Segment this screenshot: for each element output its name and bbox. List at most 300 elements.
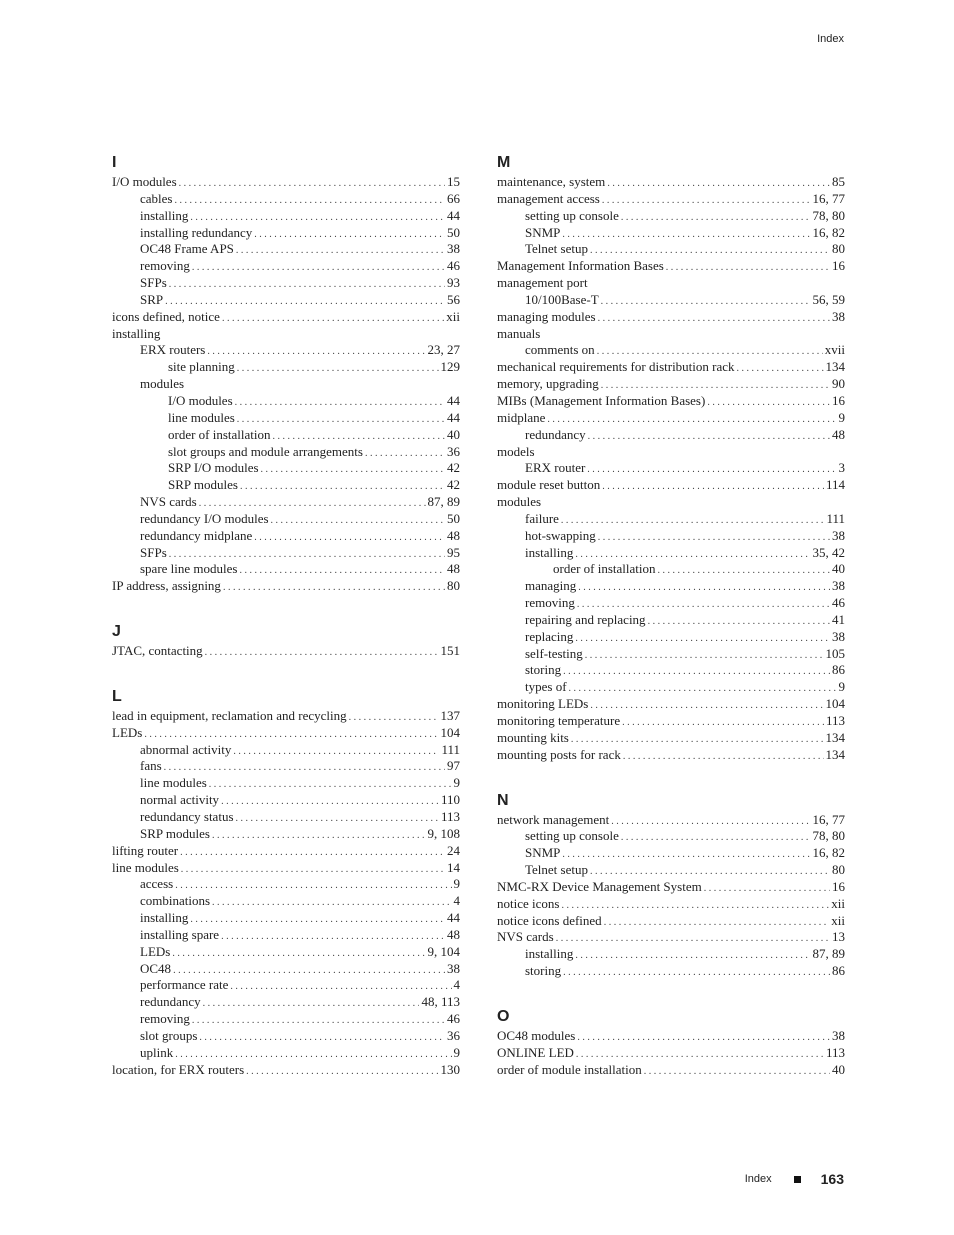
index-entry bbox=[497, 410, 845, 427]
index-entry bbox=[497, 241, 845, 258]
dot-leader bbox=[239, 563, 445, 580]
index-entry bbox=[497, 662, 845, 679]
entry-term: installing redundancy bbox=[140, 224, 253, 240]
dot-leader bbox=[562, 227, 810, 244]
entry-term: managing modules bbox=[497, 308, 596, 324]
entry-term: mounting posts for rack bbox=[497, 746, 621, 762]
entry-term: SNMP bbox=[525, 845, 561, 861]
entry-pages: 40 bbox=[447, 426, 460, 442]
index-entry bbox=[112, 174, 460, 191]
dot-leader bbox=[569, 681, 837, 698]
entry-pages: 38 bbox=[832, 1027, 845, 1043]
dot-leader bbox=[588, 429, 830, 446]
dot-leader bbox=[199, 1030, 445, 1047]
index-entry bbox=[112, 225, 460, 242]
dot-leader bbox=[621, 830, 811, 847]
entry-pages: 38 bbox=[832, 628, 845, 644]
dot-leader bbox=[207, 344, 425, 361]
index-entry bbox=[497, 258, 845, 275]
entry-term: site planning bbox=[168, 359, 235, 375]
entry-term: setting up console bbox=[525, 828, 619, 844]
index-entry bbox=[497, 376, 845, 393]
entry-pages: 104 bbox=[825, 696, 845, 712]
index-entry bbox=[112, 326, 460, 343]
entry-pages: 78, 80 bbox=[812, 828, 845, 844]
entry-pages: 36 bbox=[447, 443, 460, 459]
entry-pages: 15 bbox=[447, 174, 460, 189]
entry-term: location, for ERX routers bbox=[112, 1061, 245, 1077]
index-entry bbox=[112, 208, 460, 225]
entry-term: comments on bbox=[525, 342, 595, 358]
entry-pages: 16 bbox=[832, 392, 845, 408]
entry-pages: 93 bbox=[447, 275, 460, 291]
entry-pages: 134 bbox=[825, 729, 845, 745]
index-section bbox=[497, 152, 845, 764]
dot-leader bbox=[621, 210, 811, 227]
index-entry bbox=[497, 612, 845, 629]
entry-pages: 4 bbox=[453, 977, 460, 993]
entry-term: ERX router bbox=[525, 460, 586, 476]
index-entry bbox=[497, 511, 845, 528]
entry-term: Management Information Bases bbox=[497, 258, 664, 274]
section-spacer bbox=[497, 764, 845, 786]
dot-leader bbox=[209, 777, 452, 794]
dot-leader bbox=[233, 744, 439, 761]
dot-leader bbox=[563, 664, 830, 681]
dot-leader bbox=[190, 912, 445, 929]
entry-term: redundancy status bbox=[140, 809, 234, 824]
entry-pages: 80 bbox=[447, 578, 460, 594]
entry-term: types of bbox=[525, 679, 567, 695]
index-entry bbox=[112, 809, 460, 826]
entry-pages: 137 bbox=[440, 707, 460, 723]
index-entry bbox=[112, 826, 460, 843]
index-entry bbox=[497, 595, 845, 612]
entry-term: hot-swapping bbox=[525, 527, 596, 543]
entry-term: SRP modules bbox=[168, 477, 238, 493]
dot-leader bbox=[585, 648, 824, 665]
index-entry bbox=[112, 561, 460, 578]
dot-leader bbox=[212, 895, 451, 912]
entry-term: midplane bbox=[497, 409, 546, 425]
entry-pages: 80 bbox=[832, 241, 845, 257]
entry-pages: 16, 82 bbox=[812, 224, 845, 240]
dot-leader bbox=[203, 996, 420, 1013]
dot-leader bbox=[602, 479, 824, 496]
entry-term: memory, upgrading bbox=[497, 376, 599, 392]
entry-pages: 38 bbox=[832, 578, 845, 594]
dot-leader bbox=[658, 563, 830, 580]
index-entry bbox=[112, 258, 460, 275]
dot-leader bbox=[175, 878, 451, 895]
running-header: Index bbox=[817, 33, 844, 45]
entry-term: Telnet setup bbox=[525, 241, 588, 257]
dot-leader bbox=[556, 931, 830, 948]
entry-term: redundancy midplane bbox=[140, 527, 253, 543]
entry-term: OC48 Frame APS bbox=[140, 241, 234, 257]
entry-pages: 9, 104 bbox=[427, 943, 460, 959]
index-section bbox=[112, 152, 460, 595]
entry-pages: 86 bbox=[832, 662, 845, 678]
entry-pages: 78, 80 bbox=[812, 207, 845, 223]
entry-pages: 38 bbox=[832, 527, 845, 543]
index-entry bbox=[112, 792, 460, 809]
page-number: 163 bbox=[820, 1171, 844, 1187]
index-entry bbox=[497, 208, 845, 225]
entry-term: slot groups and module arrangements bbox=[168, 443, 363, 459]
entry-pages: 111 bbox=[826, 510, 845, 526]
entry-term: removing bbox=[140, 258, 190, 274]
entry-pages: 44 bbox=[447, 207, 460, 223]
entry-pages: 42 bbox=[447, 460, 460, 476]
entry-term: SFPs bbox=[140, 275, 167, 291]
dot-leader bbox=[240, 479, 445, 496]
index-entry bbox=[112, 528, 460, 545]
dot-leader bbox=[598, 311, 830, 328]
index-entry bbox=[497, 929, 845, 946]
section-letter: J bbox=[112, 623, 121, 641]
entry-pages: 80 bbox=[832, 862, 845, 878]
entry-term: IP address, assigning bbox=[112, 578, 221, 594]
entry-term: removing bbox=[140, 1011, 190, 1027]
entry-term: NVS cards bbox=[497, 929, 554, 945]
entry-pages: 35, 42 bbox=[812, 544, 845, 560]
section-spacer bbox=[112, 660, 460, 682]
dot-leader bbox=[666, 260, 830, 277]
section-letter: O bbox=[497, 1007, 510, 1025]
index-entry bbox=[497, 713, 845, 730]
entry-term: LEDs bbox=[140, 943, 171, 959]
entry-term: LEDs bbox=[112, 724, 143, 740]
index-entry bbox=[497, 460, 845, 477]
dot-leader bbox=[221, 794, 439, 811]
dot-leader bbox=[562, 847, 810, 864]
entry-term: line modules bbox=[112, 859, 179, 875]
index-entry bbox=[112, 460, 460, 477]
index-entry bbox=[497, 747, 845, 764]
index-entry bbox=[112, 1045, 460, 1062]
entry-term: failure bbox=[525, 510, 559, 526]
entry-term: lifting router bbox=[112, 842, 179, 858]
entry-pages: 13 bbox=[832, 929, 845, 945]
dot-leader bbox=[563, 965, 830, 982]
entry-term: installing bbox=[140, 207, 189, 223]
index-entry bbox=[112, 376, 460, 393]
dot-leader bbox=[575, 631, 830, 648]
index-entry bbox=[497, 342, 845, 359]
index-entry bbox=[497, 528, 845, 545]
dot-leader bbox=[223, 580, 445, 597]
entry-pages: 3 bbox=[838, 460, 845, 476]
entry-term: I/O modules bbox=[112, 174, 177, 189]
entry-pages: 24 bbox=[447, 842, 460, 858]
entry-pages: 16, 82 bbox=[812, 845, 845, 861]
entry-pages: 85 bbox=[832, 174, 845, 189]
entry-pages: 56 bbox=[447, 291, 460, 307]
index-entry bbox=[497, 913, 845, 930]
dot-leader bbox=[704, 881, 830, 898]
entry-pages: 114 bbox=[825, 477, 845, 493]
index-entry bbox=[497, 477, 845, 494]
entry-pages: 134 bbox=[825, 746, 845, 762]
entry-pages: 130 bbox=[440, 1061, 460, 1077]
entry-term: ERX routers bbox=[140, 342, 206, 358]
entry-pages: 66 bbox=[447, 190, 460, 206]
dot-leader bbox=[365, 446, 445, 463]
index-column-left bbox=[112, 148, 460, 1079]
index-entry bbox=[112, 843, 460, 860]
entry-pages: xii bbox=[831, 912, 845, 928]
entry-pages: 129 bbox=[440, 359, 460, 375]
index-entry bbox=[497, 326, 845, 343]
entry-pages: 56, 59 bbox=[812, 291, 845, 307]
index-entry bbox=[112, 758, 460, 775]
dot-leader bbox=[174, 193, 445, 210]
entry-pages: 48 bbox=[447, 561, 460, 577]
index-entry bbox=[112, 578, 460, 595]
entry-term: order of installation bbox=[553, 561, 656, 577]
entry-term: NVS cards bbox=[140, 494, 197, 510]
entry-pages: 42 bbox=[447, 477, 460, 493]
index-entry bbox=[497, 578, 845, 595]
entry-term: installing spare bbox=[140, 926, 220, 942]
entry-term: normal activity bbox=[140, 792, 220, 808]
index-entry bbox=[497, 828, 845, 845]
dot-leader bbox=[254, 530, 445, 547]
index-entry bbox=[497, 494, 845, 511]
index-entry bbox=[112, 275, 460, 292]
dot-leader bbox=[172, 946, 425, 963]
dot-leader bbox=[237, 361, 439, 378]
entry-pages: 9 bbox=[838, 679, 845, 695]
dot-leader bbox=[221, 929, 445, 946]
entry-pages: 113 bbox=[440, 809, 460, 824]
index-entry bbox=[112, 977, 460, 994]
section-letter: L bbox=[112, 687, 122, 705]
index-entry bbox=[497, 946, 845, 963]
entry-pages: 16, 77 bbox=[812, 811, 845, 827]
index-entry bbox=[497, 309, 845, 326]
entry-pages: 113 bbox=[825, 713, 845, 728]
index-entry bbox=[112, 927, 460, 944]
index-entry bbox=[497, 359, 845, 376]
entry-pages: 151 bbox=[440, 643, 460, 659]
dot-leader bbox=[590, 698, 823, 715]
entry-term: installing bbox=[112, 325, 161, 341]
entry-term: 10/100Base-T bbox=[525, 291, 599, 307]
entry-pages: 50 bbox=[447, 510, 460, 526]
entry-term: installing bbox=[525, 946, 574, 962]
entry-pages: 86 bbox=[832, 963, 845, 979]
dot-leader bbox=[236, 811, 439, 828]
entry-pages: 104 bbox=[440, 724, 460, 740]
entry-term: storing bbox=[525, 662, 562, 678]
dot-leader bbox=[180, 845, 445, 862]
entry-term: management access bbox=[497, 190, 600, 206]
entry-term: monitoring temperature bbox=[497, 713, 621, 728]
entry-pages: 16, 77 bbox=[812, 190, 845, 206]
index-entry bbox=[112, 961, 460, 978]
dot-leader bbox=[235, 395, 445, 412]
entry-pages: 4 bbox=[453, 893, 460, 909]
entry-pages: 46 bbox=[447, 258, 460, 274]
index-entry bbox=[112, 944, 460, 961]
dot-leader bbox=[261, 462, 445, 479]
index-entry bbox=[497, 963, 845, 980]
entry-term: Telnet setup bbox=[525, 862, 588, 878]
dot-leader bbox=[611, 814, 810, 831]
entry-term: installing bbox=[140, 910, 189, 926]
dot-leader bbox=[577, 1030, 830, 1047]
index-entry bbox=[112, 342, 460, 359]
section-letter: I bbox=[112, 154, 117, 171]
index-entry bbox=[112, 292, 460, 309]
index-entry bbox=[497, 225, 845, 242]
entry-term: OC48 modules bbox=[497, 1027, 576, 1043]
index-entry bbox=[497, 879, 845, 896]
index-entry bbox=[497, 561, 845, 578]
entry-pages: 9 bbox=[453, 775, 460, 791]
entry-term: order of installation bbox=[168, 426, 271, 442]
entry-term: installing bbox=[525, 544, 574, 560]
entry-term: redundancy I/O modules bbox=[140, 510, 269, 526]
entry-term: cables bbox=[140, 190, 173, 206]
entry-pages: 134 bbox=[825, 359, 845, 375]
entry-term: spare line modules bbox=[140, 561, 238, 577]
index-entry bbox=[497, 1062, 845, 1079]
entry-term: models bbox=[497, 443, 535, 459]
entry-pages: 87, 89 bbox=[812, 946, 845, 962]
index-section bbox=[497, 764, 845, 980]
index-entry bbox=[112, 910, 460, 927]
entry-pages: xii bbox=[831, 895, 845, 911]
entry-pages: 87, 89 bbox=[427, 494, 460, 510]
dot-leader bbox=[601, 294, 811, 311]
entry-term: storing bbox=[525, 963, 562, 979]
entry-term: maintenance, system bbox=[497, 174, 606, 189]
index-entry bbox=[497, 275, 845, 292]
index-section bbox=[112, 595, 460, 660]
entry-term: self-testing bbox=[525, 645, 583, 661]
index-entry bbox=[112, 444, 460, 461]
section-spacer bbox=[497, 980, 845, 1002]
entry-pages: 113 bbox=[825, 1044, 845, 1060]
index-entry bbox=[112, 545, 460, 562]
dot-leader bbox=[192, 1013, 445, 1030]
entry-pages: 16 bbox=[832, 878, 845, 894]
dot-leader bbox=[578, 580, 830, 597]
entry-pages: 23, 27 bbox=[427, 342, 460, 358]
dot-leader bbox=[254, 227, 445, 244]
index-entry bbox=[112, 241, 460, 258]
index-entry bbox=[497, 696, 845, 713]
index-section bbox=[112, 660, 460, 1079]
entry-term: icons defined, notice bbox=[112, 308, 220, 324]
index-entry bbox=[112, 191, 460, 208]
entry-term: mounting kits bbox=[497, 729, 569, 745]
index-entry bbox=[497, 629, 845, 646]
entry-term: management port bbox=[497, 275, 588, 291]
entry-pages: 44 bbox=[447, 392, 460, 408]
dot-leader bbox=[246, 1064, 438, 1081]
index-entry bbox=[497, 393, 845, 410]
dot-leader bbox=[587, 462, 836, 479]
dot-leader bbox=[561, 513, 825, 530]
index-entry bbox=[497, 174, 845, 191]
entry-term: redundancy bbox=[525, 426, 586, 442]
entry-pages: 48 bbox=[832, 426, 845, 442]
entry-term: repairing and replacing bbox=[525, 611, 646, 627]
dot-leader bbox=[707, 395, 830, 412]
entry-term: network management bbox=[497, 811, 610, 827]
index-entry bbox=[497, 845, 845, 862]
dot-leader bbox=[622, 715, 824, 732]
index-entry bbox=[497, 545, 845, 562]
entry-pages: 41 bbox=[832, 611, 845, 627]
entry-pages: 46 bbox=[447, 1011, 460, 1027]
entry-term: redundancy bbox=[140, 994, 201, 1010]
index-entry bbox=[497, 812, 845, 829]
entry-pages: 48 bbox=[447, 527, 460, 543]
entry-term: replacing bbox=[525, 628, 574, 644]
index-entry bbox=[112, 427, 460, 444]
index-entry bbox=[112, 494, 460, 511]
dot-leader bbox=[179, 176, 445, 193]
index-section bbox=[497, 980, 845, 1079]
entry-term: setting up console bbox=[525, 207, 619, 223]
entry-term: monitoring LEDs bbox=[497, 696, 589, 712]
dot-leader bbox=[192, 260, 445, 277]
entry-term: modules bbox=[140, 376, 185, 392]
footer-square-icon bbox=[794, 1176, 801, 1183]
entry-pages: 105 bbox=[825, 645, 845, 661]
index-entry bbox=[497, 679, 845, 696]
entry-term: uplink bbox=[140, 1044, 174, 1060]
entry-term: lead in equipment, reclamation and recycling bbox=[112, 707, 347, 723]
entry-term: notice icons defined bbox=[497, 912, 602, 928]
dot-leader bbox=[271, 513, 445, 530]
entry-term: mechanical requirements for distribution rack bbox=[497, 359, 735, 375]
section-letter: M bbox=[497, 154, 511, 171]
entry-term: fans bbox=[140, 758, 162, 774]
dot-leader bbox=[547, 412, 836, 429]
entry-term: I/O modules bbox=[168, 392, 233, 408]
footer-label: Index bbox=[744, 1173, 772, 1185]
entry-term: abnormal activity bbox=[140, 741, 232, 757]
dot-leader bbox=[181, 862, 445, 879]
entry-term: performance rate bbox=[140, 977, 229, 993]
entry-term: notice icons bbox=[497, 895, 560, 911]
entry-pages: 48 bbox=[447, 926, 460, 942]
entry-term: slot groups bbox=[140, 1027, 198, 1043]
index-entry bbox=[497, 444, 845, 461]
dot-leader bbox=[230, 979, 451, 996]
dot-leader bbox=[349, 710, 439, 727]
dot-leader bbox=[575, 948, 810, 965]
entry-term: JTAC, contacting bbox=[112, 643, 203, 659]
index-entry bbox=[112, 1062, 460, 1079]
entry-term: NMC-RX Device Management System bbox=[497, 878, 702, 894]
entry-term: combinations bbox=[140, 893, 211, 909]
dot-leader bbox=[623, 749, 824, 766]
entry-pages: 44 bbox=[447, 910, 460, 926]
index-column-right bbox=[497, 148, 845, 1079]
entry-pages: 40 bbox=[832, 561, 845, 577]
dot-leader bbox=[607, 176, 830, 193]
index-entry bbox=[112, 410, 460, 427]
entry-pages: 9, 108 bbox=[427, 825, 460, 841]
entry-pages: 36 bbox=[447, 1027, 460, 1043]
